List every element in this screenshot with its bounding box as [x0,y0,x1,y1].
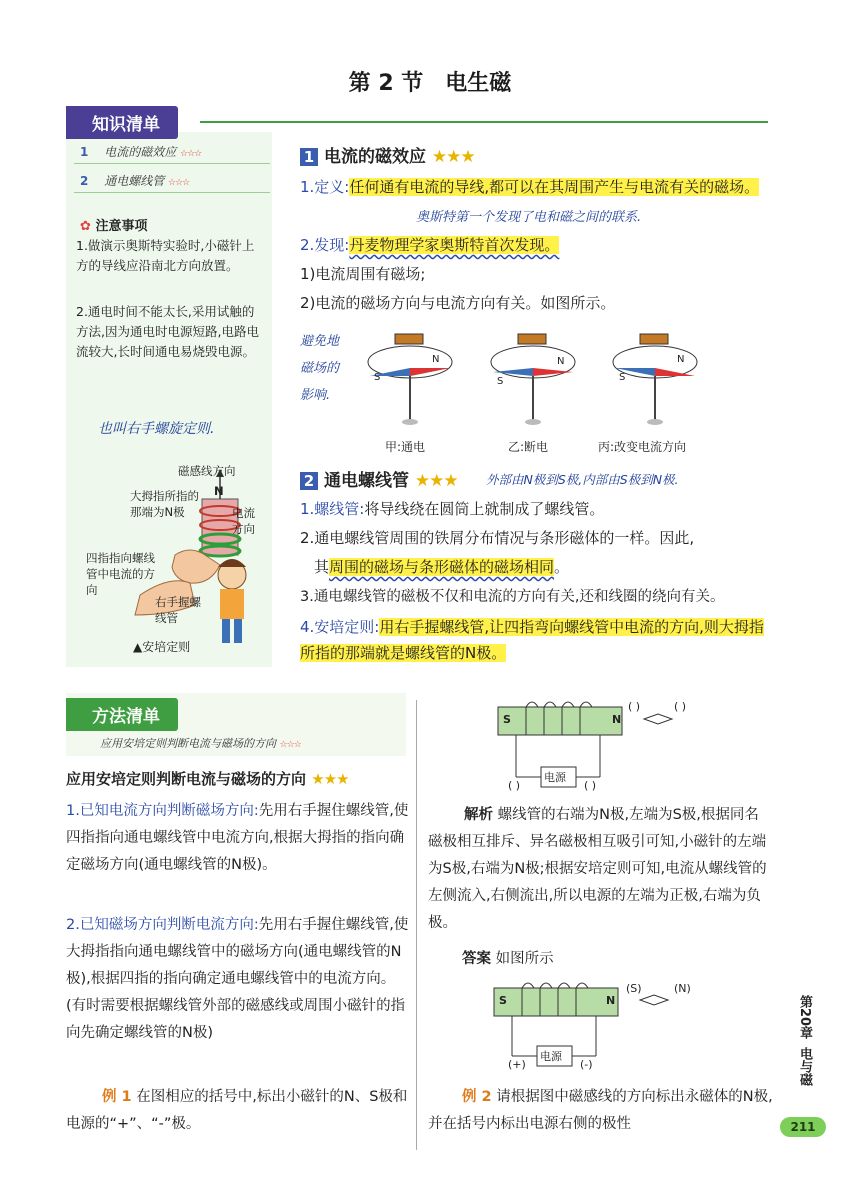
svg-text:S: S [619,372,626,383]
analysis-text: 解析 螺线管的右端为N极,左端为S极,根据同名磁极相互排斥、异名磁极相互吸引可知,小磁针的左端为S极,右端为N极;根据安培定则可知,电流从螺线管的左侧流入,右侧流出,所以电源的左端为正极,右端为负极。 [428,807,767,931]
section2-point3: 3.通电螺线管的磁极不仅和电流的方向有关,还和线圈的绕向有关。 [300,589,725,605]
circuit2-plus: (+) [508,1058,526,1071]
note-1: 1.做演示奥斯特实验时,小磁针上方的导线应沿南北方向放置。 [76,238,255,273]
caption-bing: 丙:改变电流方向 [598,440,687,454]
page-number: 211 [780,1117,826,1137]
oersted-fig-jia [368,334,452,425]
handwritten-right-hand-rule: 也叫右手螺旋定则. [98,421,215,437]
handwritten-oersted-note: 奥斯特第一个发现了电和磁之间的联系. [416,210,642,225]
note-2: 2.通电时间不能太长,采用试触的方法,因为通电时电源短路,电路电流较大,长时间通电易烧毁电源。 [76,304,259,359]
page-title: 第 2 节 电生磁 [348,71,512,96]
circuit1-s: S [503,713,511,726]
circuit2-minus: (-) [580,1058,593,1071]
circuit1-paren-right: ( ) [674,700,687,713]
circuit2-right-pole: (N) [674,982,691,995]
svg-text:S: S [497,376,504,387]
circuit1-paren-minus: ( ) [584,779,597,792]
method-item-2: 2.已知磁场方向判断电流方向:先用右手握住螺线管,使大拇指指向通电螺线管中的磁场方向(通电螺线管的N极),根据四指的指向确定通电螺线管中的电流方向。(有时需要根据螺线管外部的磁感线或周围小磁针的指向先确定螺线管的N极) [66,917,409,1041]
circuit2-n: N [606,994,616,1007]
circuit1-source: 电源 [544,771,566,784]
grip-label: 右手握螺线管 [155,595,201,625]
circuit2-left-pole: (S) [626,982,642,995]
circuit2-s: S [499,994,507,1007]
section1-heading: 1 电流的磁效应 ★★★ [300,142,475,167]
oersted-fig-bing [613,334,697,425]
section1-definition: 1.定义:任何通有电流的导线,都可以在其周围产生与电流有关的磁场。 [300,178,760,196]
thumb-label: 大拇指所指的那端为N极 [130,489,199,519]
knowledge-tag: 知识清单 [66,106,178,139]
circuit2-source: 电源 [540,1050,562,1063]
fingers-label: 四指指向螺线管中电流的方向 [86,551,155,597]
section1-point1: 1)电流周围有磁场; [300,265,426,283]
knowledge-divider [74,163,270,164]
section2-point2: 2.通电螺线管周围的铁屑分布情况与条形磁体的一样。因此, [300,529,695,547]
section1-discovery: 2.发现:丹麦物理学家奥斯特首次发现。 [300,236,560,254]
field-direction-label: 磁感线方向 [178,464,236,478]
column-divider [416,700,417,1150]
svg-text:N: N [677,354,685,365]
handwritten-avoid-note: 避免地 磁场的 影响. [300,334,340,403]
section1-point2: 2)电流的磁场方向与电流方向有关。如图所示。 [300,294,616,312]
section2-point4: 4.安培定则:用右手握螺线管,让四指弯向螺线管中电流的方向,则大拇指所指的那端就是螺线管的N极。 [300,618,764,662]
caption-yi: 乙:断电 [508,440,549,454]
oersted-fig-yi [491,334,575,425]
ampere-caption: ▲安培定则 [133,640,191,654]
circuit1-paren-plus: ( ) [508,779,521,792]
knowledge-item-1: 1 电流的磁效应 ☆☆☆ [80,145,202,159]
circuit1-n: N [612,713,622,726]
svg-text:S: S [374,372,381,383]
n-pole-label: N [214,484,224,498]
section2-heading: 2 通电螺线管 ★★★ [300,466,458,491]
method-item-1: 1.已知电流方向判断磁场方向:先用右手握住螺线管,使四指指向通电螺线管中电流方向,根据大拇指的指向确定磁场方向(通电螺线管的N极)。 [66,803,409,873]
knowledge-divider [74,192,270,193]
handwritten-outside-note: 外部由N极到S极,内部由S极到N极. [486,472,679,487]
section2-point2-line2: 其周围的磁场与条形磁体的磁场相同。 [314,558,570,576]
svg-text:N: N [432,354,440,365]
knowledge-item-2: 2 通电螺线管 ☆☆☆ [80,174,190,188]
caption-jia: 甲:通电 [385,440,426,454]
notes-title: ✿ 注意事项 [80,219,148,234]
oersted-figures [360,322,720,434]
example-2: 例 2 请根据图中磁感线的方向标出永磁体的N极,并在括号内标出电源右侧的极性 [428,1089,773,1132]
method-subtitle: 应用安培定则判断电流与磁场的方向 ☆☆☆ [100,737,301,750]
circuit1-paren-left: ( ) [628,700,641,713]
svg-text:N: N [557,356,565,367]
chapter-tab: 第20章 电与磁 [797,995,812,1087]
answer-line: 答案 如图所示 [462,951,554,967]
example-1: 例 1 在图相应的括号中,标出小磁针的N、S极和电源的“+”、“-”极。 [66,1089,408,1132]
section-rule [200,121,768,123]
method-tag: 方法清单 [66,698,178,731]
section2-point1: 1.螺线管:将导线绕在圆筒上就制成了螺线管。 [300,500,605,518]
method-heading: 应用安培定则判断电流与磁场的方向 ★★★ [66,770,349,788]
current-direction-label: 电流方向 [232,506,255,536]
